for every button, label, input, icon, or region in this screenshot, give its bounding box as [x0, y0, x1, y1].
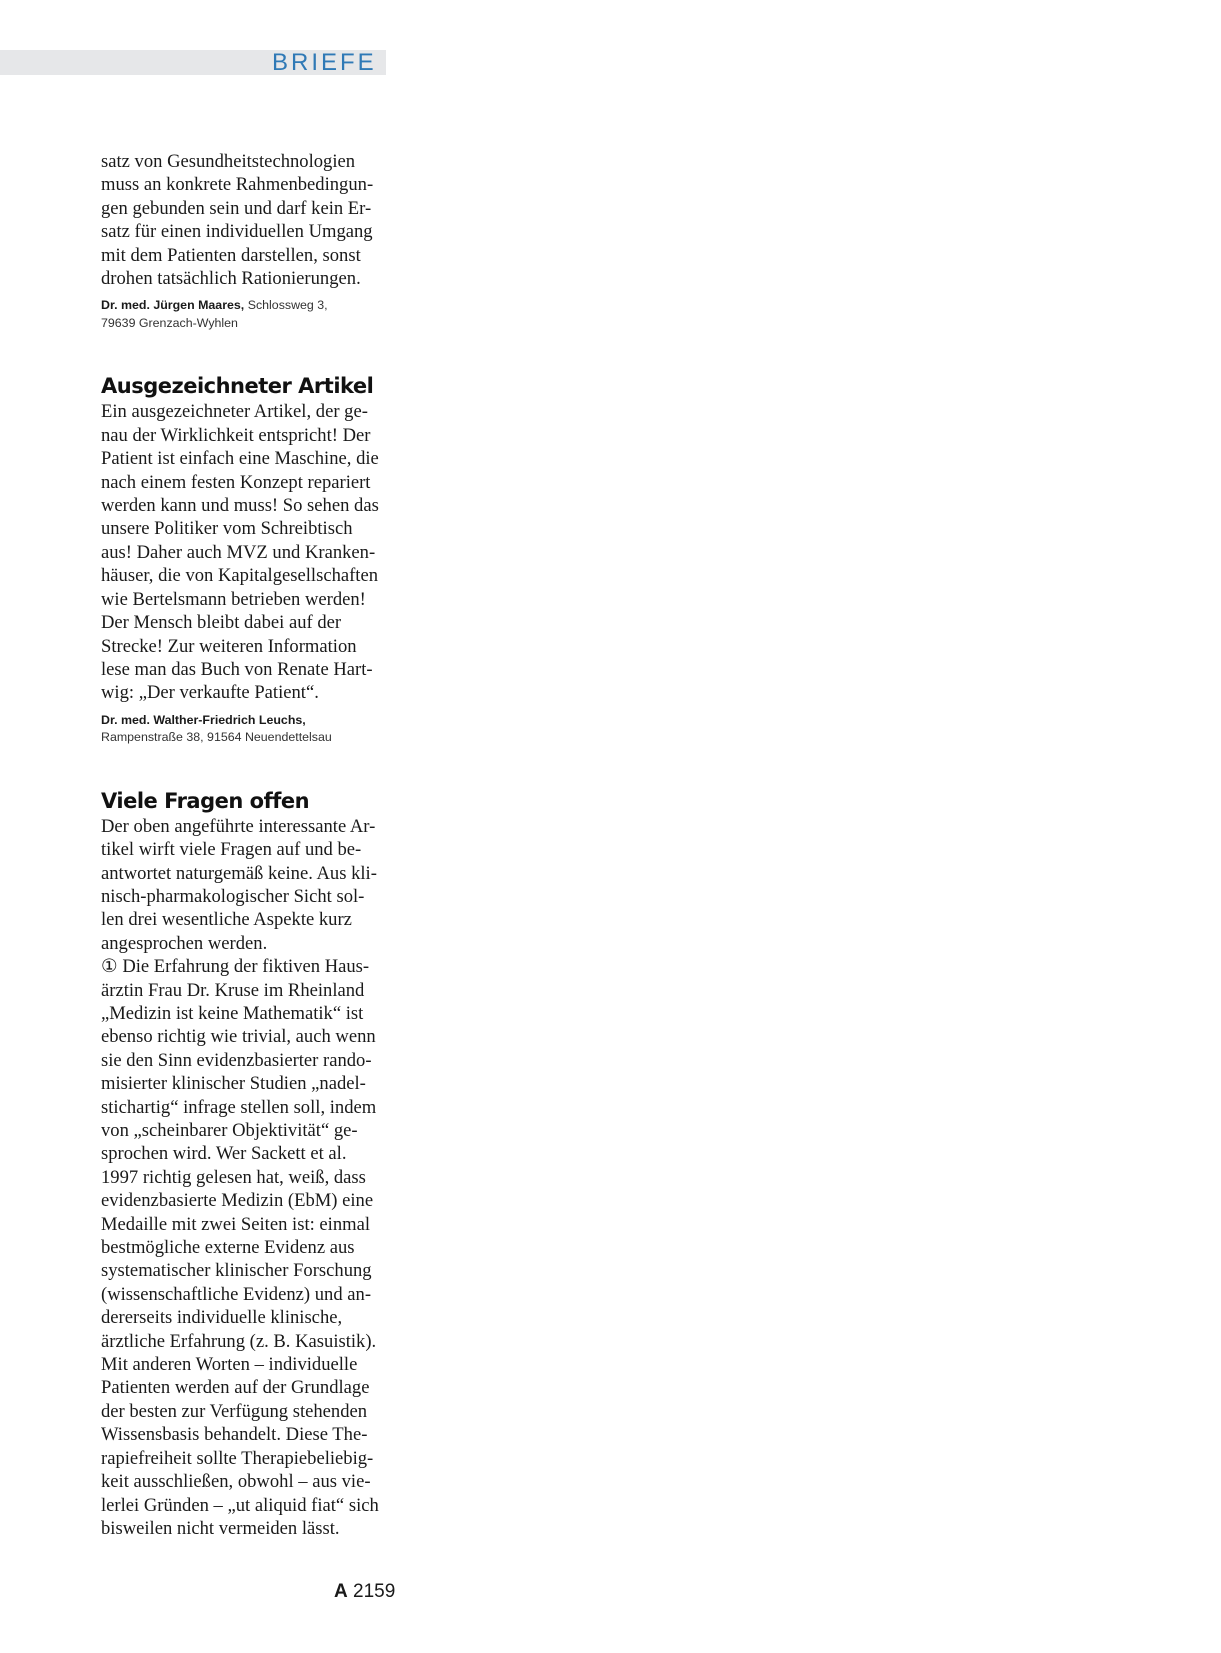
text-line: „Medizin ist keine Mathematik“ ist — [101, 1002, 364, 1024]
text-line: nisch-pharmakologischer Sicht sol- — [101, 885, 365, 907]
text-line: lerlei Gründen – „ut aliquid fiat“ sich — [101, 1494, 379, 1516]
text-line: häuser, die von Kapitalgesellschaften — [101, 565, 379, 587]
text-line: ärztliche Erfahrung (z. B. Kasuistik). — [101, 1330, 377, 1352]
text-line: misierter klinischer Studien „nadel- — [101, 1073, 366, 1095]
text-line: Patient ist einfach eine Maschine, die — [101, 448, 379, 470]
letter-heading: Viele Fragen offen — [101, 788, 310, 813]
text-line: muss an konkrete Rahmenbedingun- — [101, 174, 374, 196]
author-name: Dr. med. Walther-Friedrich Leuchs, — [101, 712, 306, 727]
text-line: Mit anderen Worten – individuelle — [101, 1354, 358, 1376]
author-address: Rampenstraße 38, 91564 Neuendettelsau — [101, 730, 332, 745]
text-line: Der oben angeführte interessante Ar- — [101, 815, 376, 837]
text-line: drohen tatsächlich Rationierungen. — [101, 268, 361, 290]
text-line: ärztin Frau Dr. Kruse im Rheinland — [101, 979, 365, 1001]
text-line: ① Die Erfahrung der fiktiven Haus- — [101, 956, 370, 978]
text-line: 1997 richtig gelesen hat, weiß, dass — [101, 1166, 366, 1188]
letter-1-signature — [101, 297, 387, 332]
text-line: satz für einen individuellen Umgang — [101, 221, 373, 243]
text-line: nau der Wirklichkeit entspricht! Der — [101, 424, 371, 446]
article-column — [101, 150, 387, 1540]
text-line: bisweilen nicht vermeiden lässt. — [101, 1517, 340, 1539]
text-line: angesprochen werden. — [101, 932, 268, 954]
text-line: werden kann und muss! So sehen das — [101, 495, 379, 517]
author-city: 79639 Grenzach-Wyhlen — [101, 315, 238, 330]
text-line: Medaille mit zwei Seiten ist: einmal — [101, 1213, 371, 1235]
text-line: len drei wesentliche Aspekte kurz — [101, 909, 352, 931]
letter-2 — [101, 372, 387, 746]
text-line: stichartig“ infrage stellen soll, indem — [101, 1096, 377, 1118]
page-number-value: 2159 — [353, 1581, 396, 1602]
text-line: unsere Politiker vom Schreibtisch — [101, 518, 353, 540]
text-line: mit dem Patienten darstellen, sonst — [101, 244, 361, 266]
text-line: sie den Sinn evidenzbasierter rando- — [101, 1049, 372, 1071]
text-line: dererseits individuelle klinische, — [101, 1307, 343, 1329]
author-address: Schlossweg 3, — [247, 298, 328, 313]
text-line: von „scheinbarer Objektivität“ ge- — [101, 1120, 358, 1141]
text-line: lese man das Buch von Renate Hart- — [101, 658, 373, 680]
text-line: Patienten werden auf der Grundlage — [101, 1377, 370, 1399]
text-line: Strecke! Zur weiteren Information — [101, 635, 357, 657]
text-line: bestmögliche externe Evidenz aus — [101, 1237, 355, 1259]
text-line: gen gebunden sein und darf kein Er- — [101, 197, 372, 219]
letter-1 — [101, 150, 387, 332]
text-line: nach einem festen Konzept repariert — [101, 471, 371, 493]
text-line: Der Mensch bleibt dabei auf der — [101, 612, 342, 634]
text-line: aus! Daher auch MVZ und Kranken- — [101, 541, 376, 563]
text-line: keit ausschließen, obwohl – aus vie- — [101, 1471, 371, 1493]
author-name: Dr. med. Jürgen Maares, — [101, 298, 245, 313]
section-label: BRIEFE — [272, 49, 377, 76]
letter-2-signature — [101, 712, 387, 747]
text-line: tikel wirft viele Fragen auf und be- — [101, 839, 362, 861]
text-line: Wissensbasis behandelt. Diese The- — [101, 1424, 368, 1446]
letter-1-body — [101, 150, 387, 290]
text-line: sprochen wird. Wer Sackett et al. — [101, 1143, 347, 1165]
text-line: wig: „Der verkaufte Patient“. — [101, 682, 319, 704]
text-line: (wissenschaftliche Evidenz) und an- — [101, 1283, 372, 1305]
text-line: satz von Gesundheitstechnologien — [101, 151, 356, 172]
text-line: antwortet naturgemäß keine. Aus kli- — [101, 862, 377, 884]
text-line: Ein ausgezeichneter Artikel, der ge- — [101, 401, 368, 423]
letter-3-body — [101, 815, 387, 1541]
text-line: wie Bertelsmann betrieben werden! — [101, 588, 366, 610]
text-line: der besten zur Verfügung stehenden — [101, 1400, 368, 1422]
text-line: ebenso richtig wie trivial, auch wenn — [101, 1026, 376, 1048]
text-line: systematischer klinischer Forschung — [101, 1260, 372, 1282]
letter-3 — [101, 787, 387, 1541]
page-number — [334, 1581, 395, 1605]
letter-2-body — [101, 400, 387, 704]
letter-heading: Ausgezeichneter Artikel — [101, 374, 374, 399]
page-prefix: A — [334, 1581, 348, 1602]
text-line: rapiefreiheit sollte Therapiebeliebig- — [101, 1447, 374, 1469]
text-line: evidenzbasierte Medizin (EbM) eine — [101, 1190, 374, 1212]
